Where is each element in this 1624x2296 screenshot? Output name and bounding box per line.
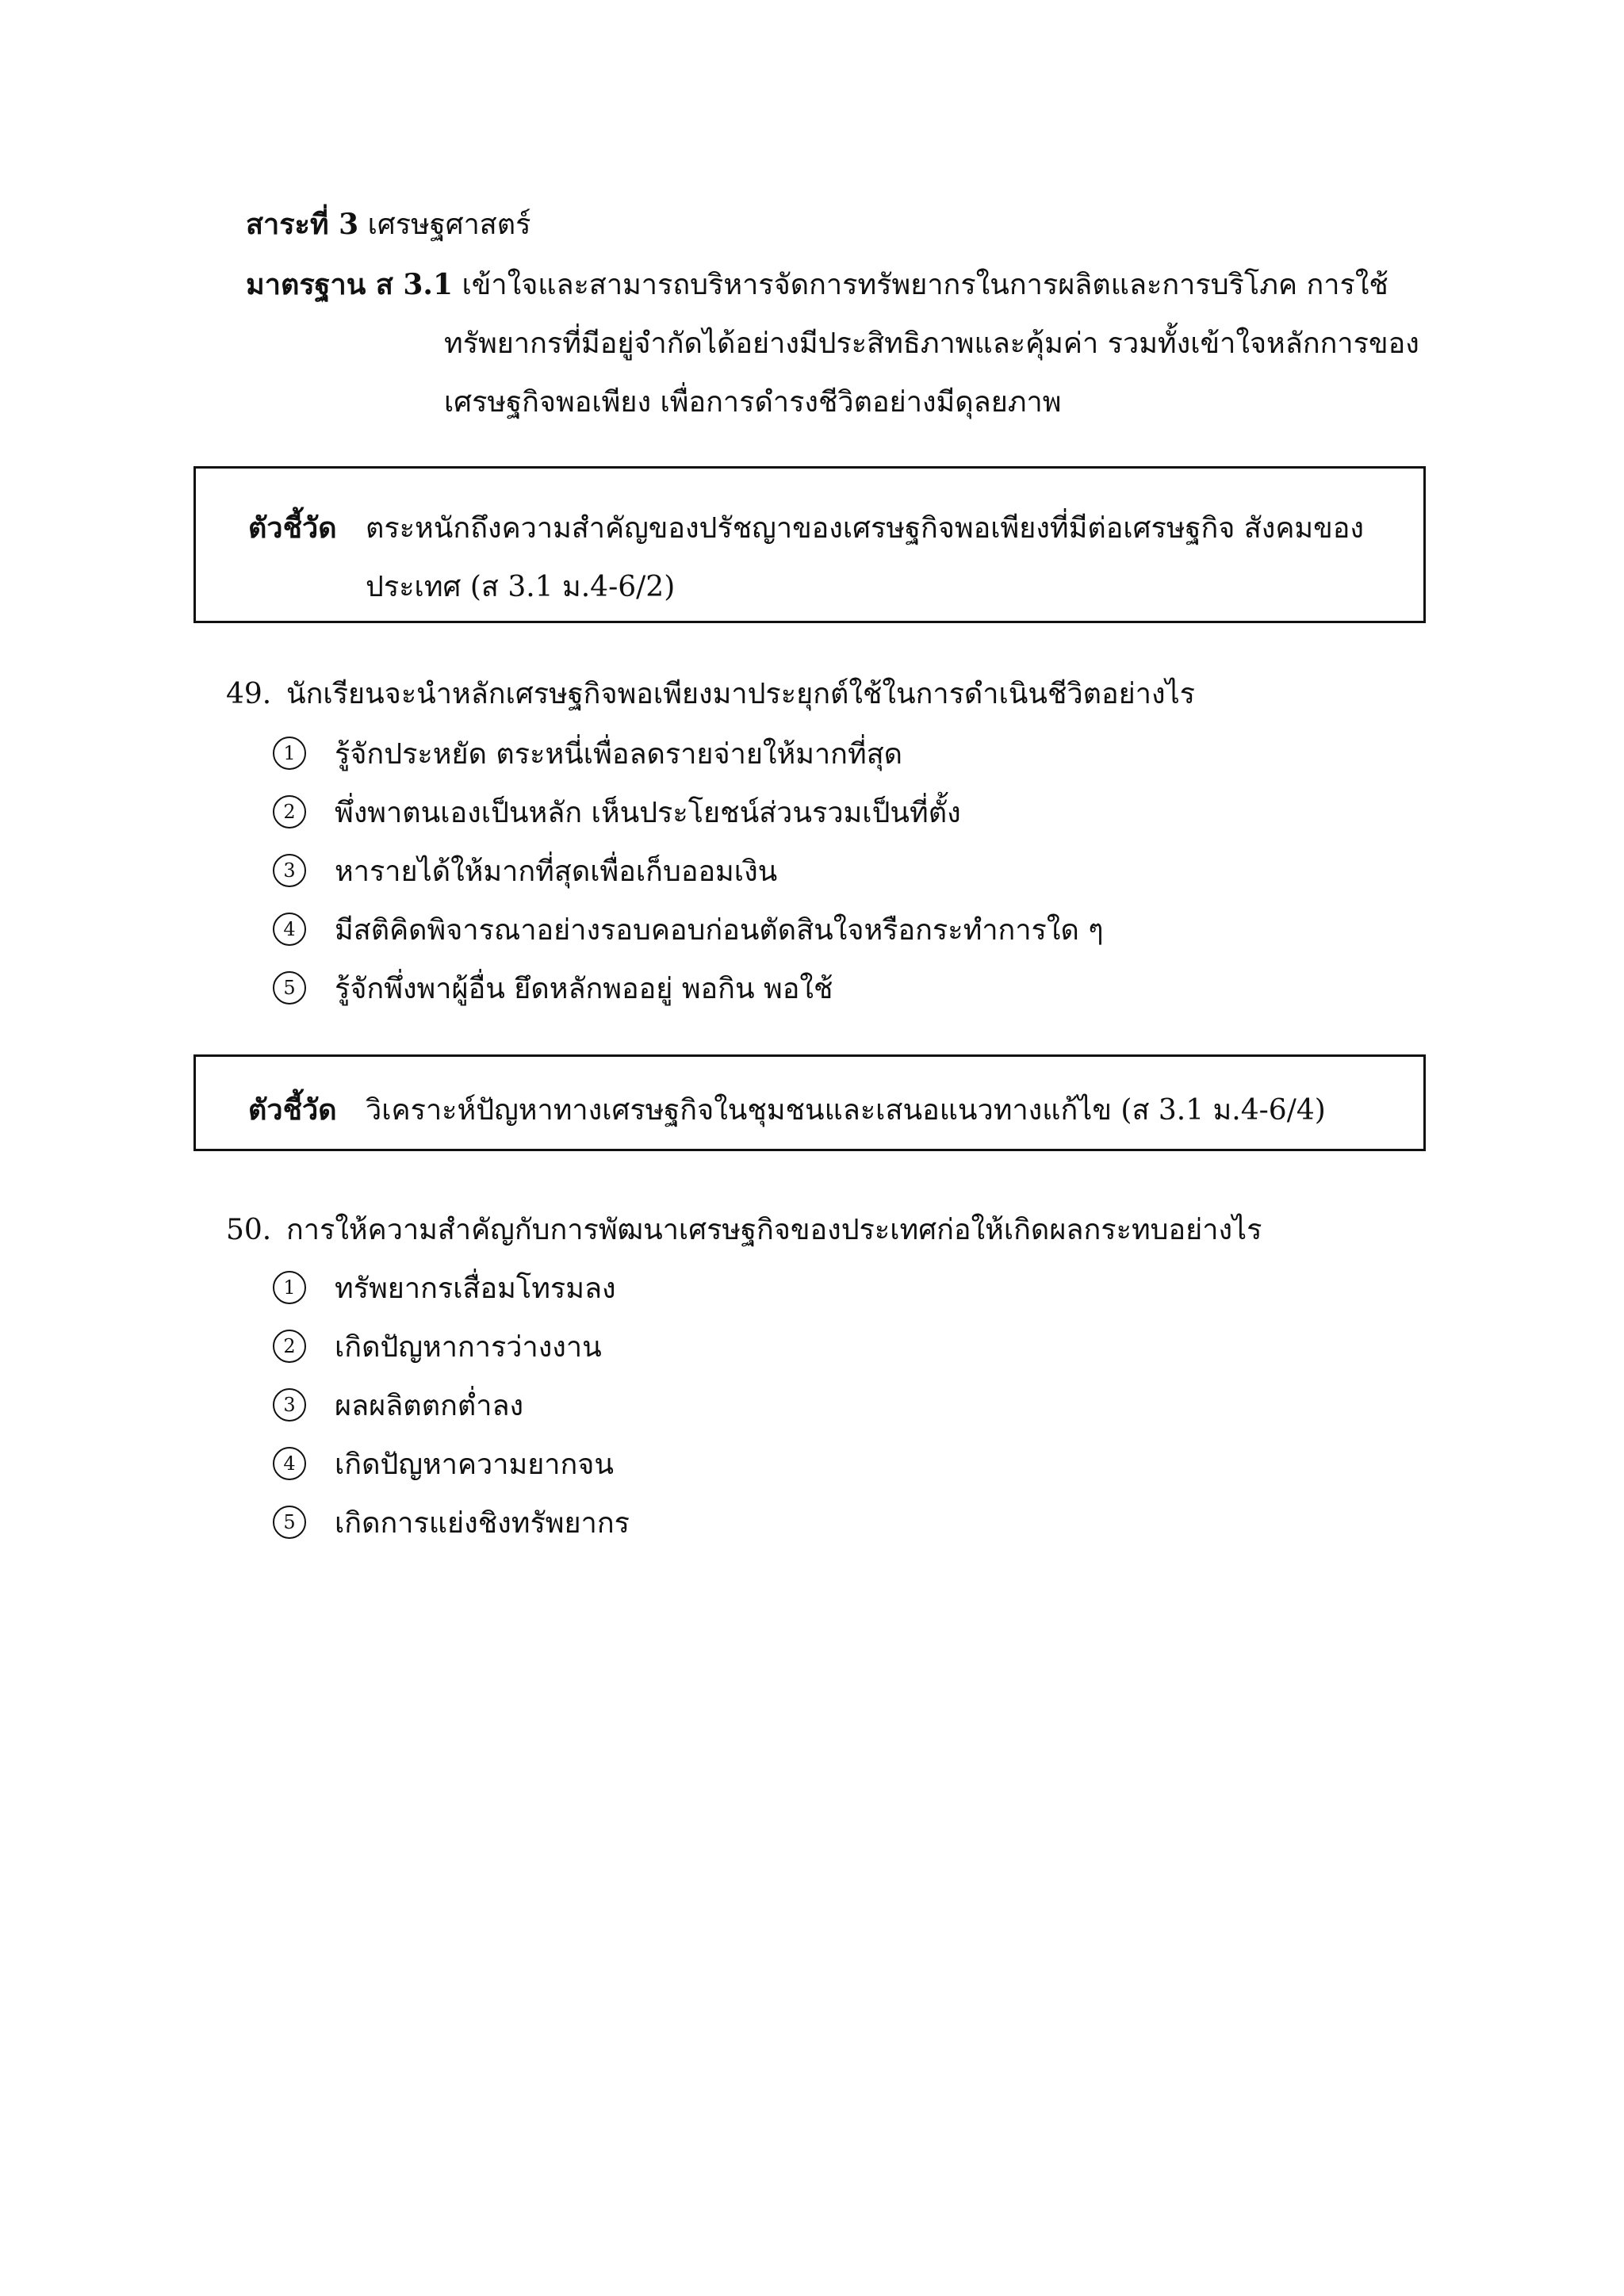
indicator-label: ตัวชี้วัด — [248, 1093, 337, 1127]
question-number: 50. — [226, 1214, 272, 1246]
choice-number-circle: 2 — [273, 1330, 306, 1363]
choice-text: หารายได้ให้มากที่สุดเพื่อเก็บออมเงิน — [335, 855, 778, 888]
choice-text: ทรัพยากรเสื่อมโทรมลง — [335, 1272, 616, 1305]
standard-heading — [246, 268, 1388, 302]
choice-number-circle: 1 — [273, 737, 306, 770]
strand-name: เศรษฐศาสตร์ — [367, 209, 531, 241]
question-49 — [226, 671, 1195, 716]
choice-number-circle: 5 — [273, 1506, 306, 1539]
choice-text: พึ่งพาตนเองเป็นหลัก เห็นประโยชน์ส่วนรวมเป็นที่ตั้ง — [335, 796, 961, 829]
choice-number-circle: 2 — [273, 795, 306, 828]
q50-choice-1[interactable] — [273, 1267, 616, 1308]
indicator-label: ตัวชี้วัด — [248, 511, 337, 545]
q50-choice-4[interactable] — [273, 1443, 614, 1484]
choice-text: มีสติคิดพิจารณาอย่างรอบคอบก่อนตัดสินใจหรือกระทำการใด ๆ — [335, 913, 1104, 947]
indicator-text-line-2: ประเทศ (ส 3.1 ม.4-6/2) — [366, 571, 676, 603]
strand-heading — [246, 208, 530, 242]
choice-number-circle: 5 — [273, 971, 306, 1004]
choice-text: เกิดปัญหาความยากจน — [335, 1448, 615, 1481]
question-number: 49. — [226, 678, 272, 710]
strand-label: สาระที่ 3 — [246, 208, 359, 241]
standard-line-2: ทรัพยากรที่มีอยู่จำกัดได้อย่างมีประสิทธิภาพและคุ้มค่า รวมทั้งเข้าใจหลักการของ — [444, 327, 1419, 360]
q49-choice-2[interactable] — [273, 791, 961, 832]
q49-choice-3[interactable] — [273, 850, 777, 891]
standard-label: มาตรฐาน ส 3.1 — [246, 268, 454, 301]
choice-number-circle: 4 — [273, 913, 306, 946]
indicator-text-line-1: ตระหนักถึงความสำคัญของปรัชญาของเศรษฐกิจพอเพียงที่มีต่อเศรษฐกิจ สังคมของ — [366, 512, 1364, 545]
choice-text: รู้จักพึ่งพาผู้อื่น ยึดหลักพออยู่ พอกิน พอใช้ — [335, 972, 833, 1005]
choice-number-circle: 3 — [273, 854, 306, 887]
choice-number-circle: 4 — [273, 1447, 306, 1480]
choice-text: เกิดปัญหาการว่างงาน — [335, 1330, 602, 1364]
q50-choice-3[interactable] — [273, 1384, 523, 1425]
choice-text: รู้จักประหยัด ตระหนี่เพื่อลดรายจ่ายให้มากที่สุด — [335, 737, 903, 771]
choice-text: เกิดการแย่งชิงทรัพยากร — [335, 1506, 630, 1540]
standard-line-1: เข้าใจและสามารถบริหารจัดการทรัพยากรในการผลิตและการบริโภค การใช้ — [462, 269, 1388, 301]
standard-line-3: เศรษฐกิจพอเพียง เพื่อการดำรงชีวิตอย่างมีดุลยภาพ — [444, 386, 1062, 419]
q50-choice-2[interactable] — [273, 1326, 602, 1367]
q50-choice-5[interactable] — [273, 1502, 630, 1543]
choice-text: ผลผลิตตกต่ำลง — [335, 1389, 524, 1422]
q49-choice-4[interactable] — [273, 909, 1104, 950]
choice-number-circle: 3 — [273, 1388, 306, 1422]
q49-choice-5[interactable] — [273, 967, 833, 1008]
indicator-box-1 — [193, 466, 1426, 623]
q49-choice-1[interactable] — [273, 733, 902, 774]
question-text: การให้ความสำคัญกับการพัฒนาเศรษฐกิจของประเทศก่อให้เกิดผลกระทบอย่างไร — [286, 1214, 1262, 1246]
choice-number-circle: 1 — [273, 1271, 306, 1304]
question-50 — [226, 1207, 1262, 1252]
question-text: นักเรียนจะนำหลักเศรษฐกิจพอเพียงมาประยุกต์ใช้ในการดำเนินชีวิตอย่างไร — [286, 678, 1196, 710]
indicator-text-line-1: วิเคราะห์ปัญหาทางเศรษฐกิจในชุมชนและเสนอแนวทางแก้ไข (ส 3.1 ม.4-6/4) — [366, 1094, 1326, 1127]
indicator-box-2 — [193, 1054, 1426, 1151]
